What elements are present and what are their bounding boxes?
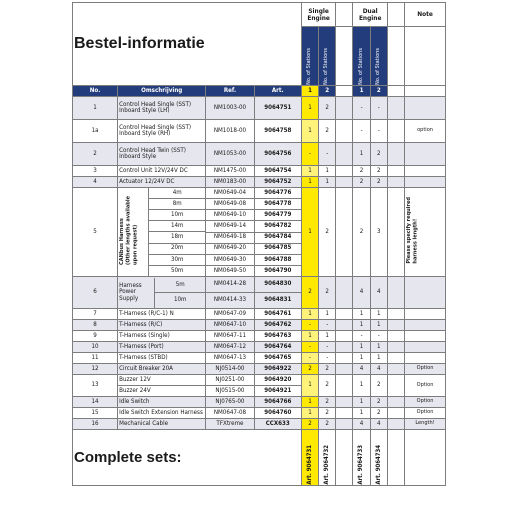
column-header-row — [73, 86, 446, 97]
canbus-note: Please specify required harness length! — [406, 197, 419, 265]
canbus-row: NM0649-18 9064784 — [73, 232, 446, 243]
table-row: 8 T-Harness (R/C) NM0647-10 9064762 - - 1 1 — [73, 320, 446, 331]
col-d2: 2 — [370, 86, 387, 97]
order-info-table — [72, 2, 446, 486]
table-row: 9 T-Harness (Single) NM0647-11 9064763 1 1 - - — [73, 331, 446, 342]
col-s1: 1 — [301, 86, 318, 97]
complete-sets-label: Complete sets: — [73, 430, 302, 486]
table-row: 1 Control Head Single (SST) Inboard Style (LH) NM1003-00 9064751 1 2 - - — [73, 97, 446, 120]
stations-label: No. of Stations — [306, 48, 313, 85]
power-row: 6 Harness Power Supply 5m 10m NM0414-28 9064830 2 2 4 4 — [73, 277, 446, 293]
table-row: 11 T-Harness (STBD) NM0647-13 9064765 - - 1 1 — [73, 353, 446, 364]
table-row: 4 Actuator 12/24V DC NM0183-00 9064752 1 1 2 2 — [73, 177, 446, 188]
table-row: 2 Control Head Twin (SST) Inboard Style NM1053-00 9064756 - - 1 2 — [73, 143, 446, 166]
col-art: Art. — [254, 86, 301, 97]
table-row: 15 Idle Switch Extension Harness NM0647-08 9064760 1 2 1 2 Option — [73, 408, 446, 419]
canbus-label: CANbus Harness (Other lengths available upon request) — [119, 196, 139, 266]
col-no: No. — [73, 86, 118, 97]
stations-label: No. of Stations — [323, 48, 330, 85]
table-row: 12 Circuit Breaker 20A NJ0514-00 9064922 2 2 4 4 Option — [73, 364, 446, 375]
power-row: NM0414-33 9064831 — [73, 293, 446, 309]
col-omschrijving: Omschrijving — [118, 86, 206, 97]
dual-engine-header: Dual Engine — [353, 3, 387, 27]
canbus-row: NM0649-08 9064778 — [73, 199, 446, 210]
canbus-row: NM0649-20 9064785 — [73, 243, 446, 254]
stations-label: No. of Stations — [374, 48, 381, 85]
single-engine-header: Single Engine — [301, 3, 335, 27]
set-dual-2: Art. 9064734 — [374, 444, 382, 485]
canbus-row: NM0649-10 9064779 — [73, 210, 446, 221]
note-header: Note — [405, 3, 446, 27]
col-s2: 2 — [319, 86, 336, 97]
stations-label: No. of Stations — [357, 48, 364, 85]
table-row: 7 T-Harness (R/C-1) N NM0647-09 9064761 1 1 1 1 — [73, 309, 446, 320]
power-label: Harness Power Supply — [118, 278, 155, 308]
set-single-2: Art. 9064732 — [323, 444, 331, 485]
canbus-row: NM0649-50 9064790 — [73, 265, 446, 276]
table-row: 10 T-Harness (Port) NM0647-12 9064764 - - 1 1 — [73, 342, 446, 353]
table-row: 3 Control Unit 12V/24V DC NM1475-00 9064754 1 1 2 2 — [73, 166, 446, 177]
canbus-row: NM0649-14 9064782 — [73, 221, 446, 232]
set-single-1: Art. 9064731 — [305, 444, 313, 485]
col-d1: 1 — [353, 86, 370, 97]
canbus-row: 5 CANbus Harness (Other lengths available upon request) 4m 8m 10m 14m 18m 20m 30m 50m NM0649-04 9064776 1 2 2 3 Please specify required harness length! — [73, 188, 446, 199]
complete-sets-row — [73, 430, 446, 486]
page-title: Bestel-informatie — [73, 3, 302, 86]
table-row: 1a Control Head Single (SST) Inboard Style (RH) NM1018-00 9064758 1 2 - - option — [73, 120, 446, 143]
table-row: 14 Idle Switch NJ0765-00 9064766 1 2 1 2 Option — [73, 397, 446, 408]
buzzer-row: Buzzer 24V NJ0515-00 9064921 — [73, 386, 446, 397]
table-row: 16 Mechanical Cable TFXtreme CCX633 2 2 4 4 Length! — [73, 419, 446, 430]
col-ref: Ref. — [206, 86, 254, 97]
canbus-row: NM0649-30 9064788 — [73, 254, 446, 265]
buzzer-row: 13 Buzzer 12V NJ0251-00 9064920 1 2 1 2 Option — [73, 375, 446, 386]
set-dual-1: Art. 9064733 — [357, 444, 365, 485]
